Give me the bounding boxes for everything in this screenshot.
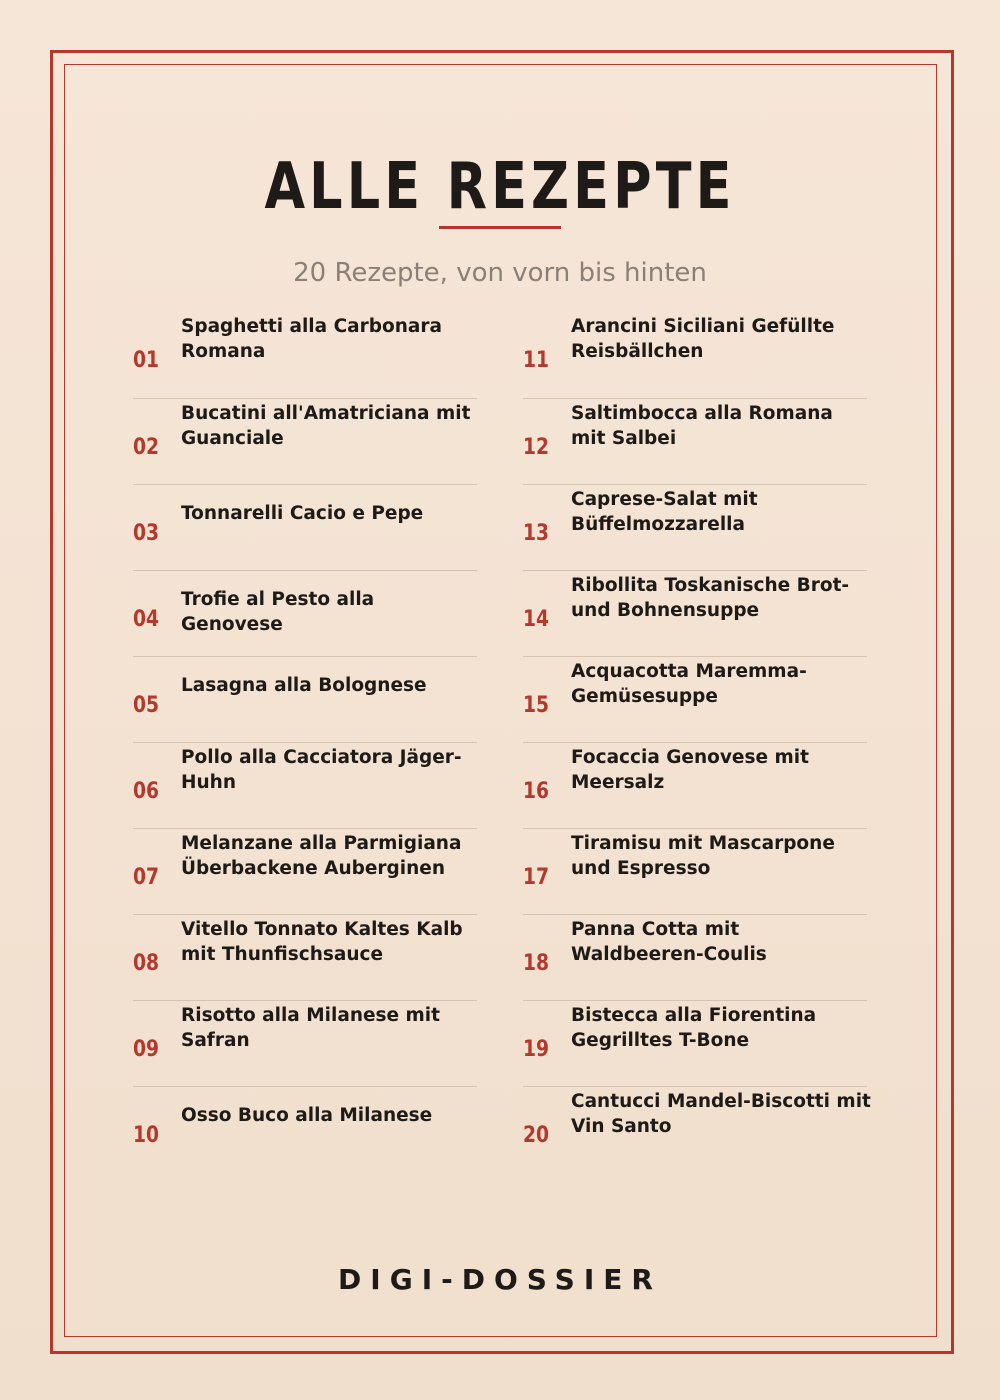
recipe-name: Vitello Tonnato Kaltes Kalb mit Thunfischsauce bbox=[181, 919, 463, 965]
recipe-number: 08 bbox=[133, 951, 160, 976]
recipe-number: 14 bbox=[523, 607, 550, 632]
recipe-name: Lasagna alla Bolognese bbox=[181, 675, 427, 696]
recipe-entry[interactable] bbox=[523, 398, 867, 484]
recipe-name: Trofie al Pesto alla Genovese bbox=[181, 589, 375, 635]
brand-footer: DIGI-DOSSIER bbox=[338, 1263, 662, 1296]
recipe-name: Tonnarelli Cacio e Pepe bbox=[181, 503, 424, 524]
recipe-number: 06 bbox=[133, 779, 160, 804]
recipe-number: 18 bbox=[523, 951, 550, 976]
page-title: ALLE REZEPTE bbox=[264, 150, 736, 224]
page-subtitle: 20 Rezepte, von vorn bis hinten bbox=[293, 258, 707, 288]
title-underline bbox=[439, 226, 561, 229]
recipe-name: Ribollita Toskanische Brot- und Bohnensuppe bbox=[571, 575, 850, 621]
recipe-entry[interactable] bbox=[523, 1000, 867, 1086]
recipe-number: 17 bbox=[523, 865, 550, 890]
recipe-entry[interactable] bbox=[523, 484, 867, 570]
recipe-entry[interactable] bbox=[523, 656, 867, 742]
recipe-number: 11 bbox=[523, 348, 550, 373]
recipe-name: Arancini Siciliani Gefüllte Reisbällchen bbox=[571, 316, 835, 362]
recipe-entry[interactable] bbox=[133, 398, 477, 484]
recipe-number: 03 bbox=[133, 521, 160, 546]
recipe-name: Acquacotta Maremma-Gemüsesuppe bbox=[571, 661, 807, 707]
recipe-number: 12 bbox=[523, 435, 550, 460]
recipe-entry[interactable] bbox=[523, 828, 867, 914]
recipe-number: 05 bbox=[133, 693, 160, 718]
recipe-entry[interactable] bbox=[523, 914, 867, 1000]
recipe-entry[interactable] bbox=[133, 312, 477, 398]
recipe-entry[interactable] bbox=[133, 742, 477, 828]
recipe-name: Tiramisu mit Mascarpone und Espresso bbox=[571, 833, 835, 879]
recipe-entry[interactable] bbox=[523, 570, 867, 656]
recipe-name: Melanzane alla Parmigiana Überbackene Auberginen bbox=[181, 833, 462, 879]
recipe-name: Cantucci Mandel-Biscotti mit Vin Santo bbox=[571, 1091, 871, 1137]
recipe-entry[interactable] bbox=[523, 312, 867, 398]
recipe-number: 19 bbox=[523, 1037, 550, 1062]
recipe-entry[interactable] bbox=[133, 1086, 477, 1172]
recipe-name: Bucatini all'Amatriciana mit Guanciale bbox=[181, 403, 471, 449]
recipe-entry[interactable] bbox=[523, 1086, 871, 1172]
recipe-name: Risotto alla Milanese mit Safran bbox=[181, 1005, 440, 1051]
recipe-name: Focaccia Genovese mit Meersalz bbox=[571, 747, 809, 793]
recipe-name: Panna Cotta mit Waldbeeren-Coulis bbox=[571, 919, 767, 965]
recipe-number: 04 bbox=[133, 607, 160, 632]
recipe-name: Spaghetti alla Carbonara Romana bbox=[181, 316, 442, 362]
recipe-entry[interactable] bbox=[133, 828, 477, 914]
recipe-name: Bistecca alla Fiorentina Gegrilltes T-Bone bbox=[571, 1005, 817, 1051]
recipe-entry[interactable] bbox=[523, 742, 867, 828]
recipe-list-right bbox=[523, 312, 871, 1172]
recipe-name: Saltimbocca alla Romana mit Salbei bbox=[571, 403, 833, 449]
recipe-name: Pollo alla Cacciatora Jäger-Huhn bbox=[181, 747, 462, 793]
recipe-entry[interactable] bbox=[133, 656, 477, 742]
recipe-name: Osso Buco alla Milanese bbox=[181, 1105, 433, 1126]
recipe-entry[interactable] bbox=[133, 484, 477, 570]
recipe-number: 20 bbox=[523, 1123, 550, 1148]
recipe-number: 01 bbox=[133, 348, 160, 373]
recipe-list-left bbox=[133, 312, 477, 1172]
recipe-name: Caprese-Salat mit Büffelmozzarella bbox=[571, 489, 758, 535]
recipe-number: 10 bbox=[133, 1123, 160, 1148]
recipe-number: 02 bbox=[133, 435, 160, 460]
recipe-entry[interactable] bbox=[133, 570, 477, 656]
recipe-number: 15 bbox=[523, 693, 550, 718]
recipe-number: 13 bbox=[523, 521, 550, 546]
recipe-entry[interactable] bbox=[133, 1000, 477, 1086]
recipe-number: 16 bbox=[523, 779, 550, 804]
recipe-number: 07 bbox=[133, 865, 160, 890]
recipe-entry[interactable] bbox=[133, 914, 477, 1000]
recipe-number: 09 bbox=[133, 1037, 160, 1062]
